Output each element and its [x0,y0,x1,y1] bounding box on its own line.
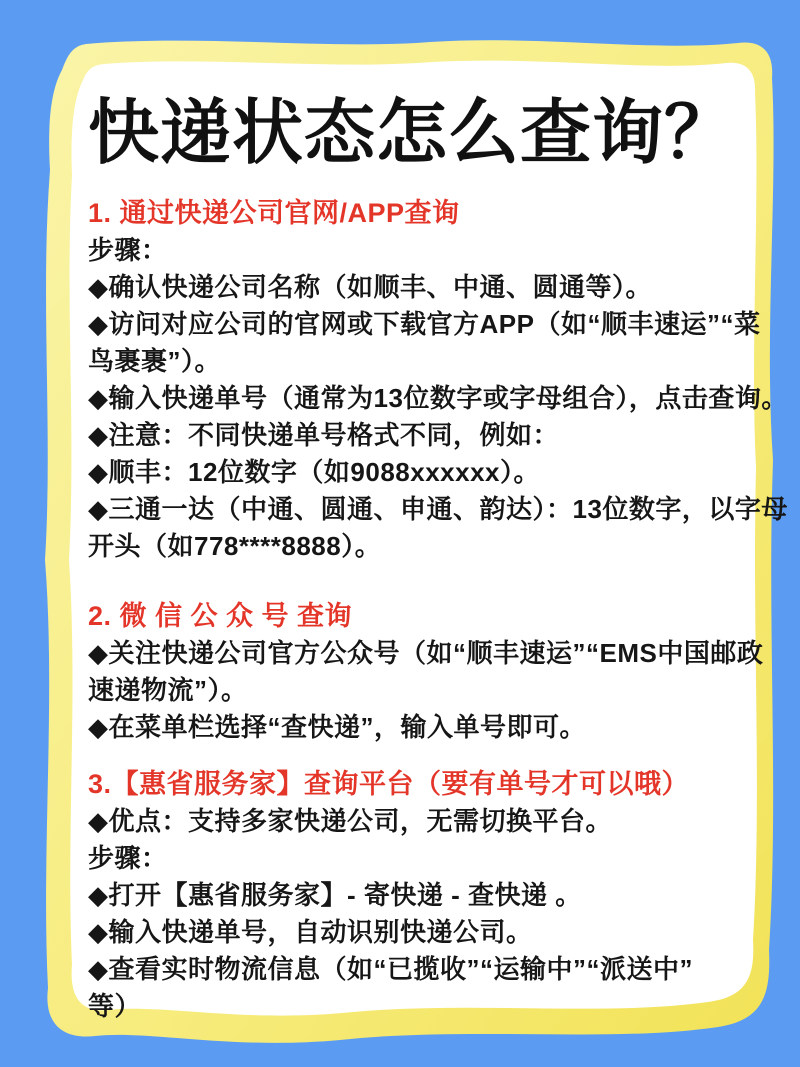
section-2-heading: 2. 微 信 公 众 号 查询 [88,601,353,631]
section-1-line-1: 步骤： [88,235,168,265]
section-3-line-2: 步骤： [88,843,168,873]
section-3 [88,766,740,1025]
section-3-heading: 3.【惠省服务家】查询平台（要有单号才可以哦） [88,769,690,799]
section-1-heading: 1. 通过快递公司官网/APP查询 [88,198,460,228]
section-3-line-6: 等） [88,991,142,1021]
section-2-line-3: ◆在菜单栏选择“查快递”，输入单号即可。 [88,712,586,742]
poster-content [88,90,788,1025]
section-1-line-8: ◆三通一达（中通、圆通、申通、韵达）：13位数字，以字母 [88,494,788,524]
section-3-line-1: ◆优点：支持多家快递公司，无需切换平台。 [88,806,612,836]
section-1 [88,195,788,565]
section-1-line-7: ◆顺丰：12位数字（如9088xxxxxx）。 [88,457,541,487]
section-3-line-4: ◆输入快递单号，自动识别快递公司。 [88,917,533,947]
section-3-line-5: ◆查看实时物流信息（如“已揽收”“运输中”“派送中” [88,954,693,984]
page-title: 快递状态怎么查询？ [88,94,737,173]
section-1-line-9: 开头（如778****8888）。 [88,531,382,561]
section-1-line-3: ◆访问对应公司的官网或下载官方APP（如“顺丰速运”“菜 [88,309,761,339]
section-1-line-4: 鸟裹裹”）。 [88,346,222,376]
section-2 [88,598,764,746]
section-2-line-2: 速递物流”）。 [88,675,248,705]
section-1-line-5: ◆输入快递单号（通常为13位数字或字母组合），点击查询。 [88,383,788,413]
section-3-line-3: ◆打开【惠省服务家】- 寄快递 - 查快递 。 [88,880,582,910]
sections-container [88,195,788,1025]
section-1-line-2: ◆确认快递公司名称（如顺丰、中通、圆通等）。 [88,272,652,302]
section-2-line-1: ◆关注快递公司官方公众号（如“顺丰速运”“EMS中国邮政 [88,638,764,668]
section-1-line-6: ◆注意：不同快递单号格式不同，例如： [88,420,559,450]
